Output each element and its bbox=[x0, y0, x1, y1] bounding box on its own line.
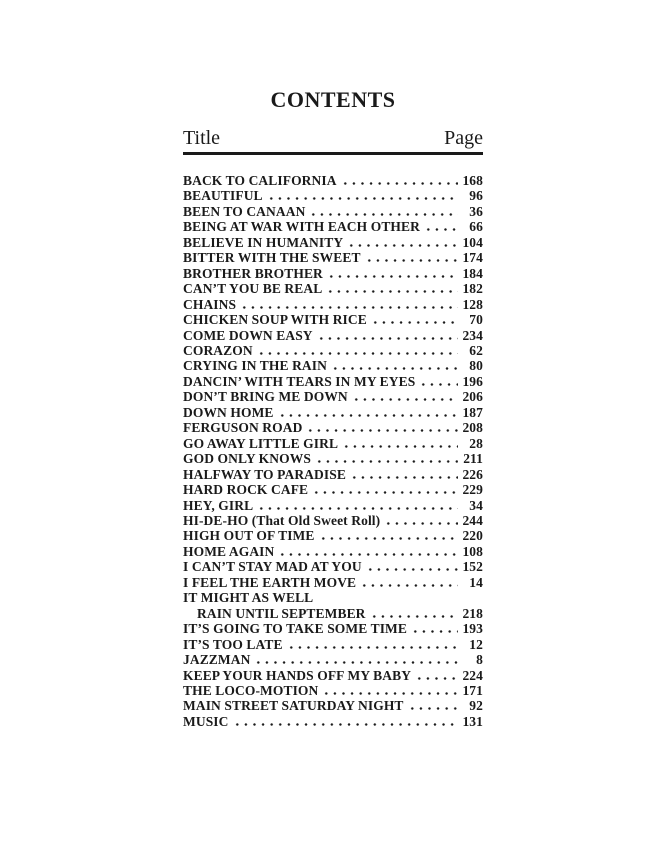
song-title: MAIN STREET SATURDAY NIGHT bbox=[183, 698, 404, 714]
song-title: CHICKEN SOUP WITH RICE bbox=[183, 312, 367, 328]
page-number: 66 bbox=[469, 219, 483, 235]
page-number: 234 bbox=[462, 327, 483, 343]
toc-entry bbox=[183, 544, 483, 559]
page-number: 193 bbox=[462, 621, 483, 637]
page-number: 218 bbox=[462, 605, 483, 621]
toc-entry bbox=[183, 281, 483, 296]
toc-entry bbox=[183, 606, 483, 621]
page-number: 184 bbox=[462, 265, 483, 281]
dot-leader bbox=[342, 445, 458, 448]
song-title: FERGUSON ROAD bbox=[183, 420, 303, 436]
dot-leader bbox=[317, 337, 458, 340]
dot-leader bbox=[326, 290, 458, 293]
toc-entry bbox=[183, 420, 483, 435]
toc-entry bbox=[183, 219, 483, 234]
dot-leader bbox=[350, 476, 458, 479]
dot-leader bbox=[347, 244, 458, 247]
page-number: 152 bbox=[462, 559, 483, 575]
song-title: GOD ONLY KNOWS bbox=[183, 451, 311, 467]
dot-leader bbox=[257, 507, 458, 510]
song-title: KEEP YOUR HANDS OFF MY BABY bbox=[183, 667, 412, 683]
toc-entry bbox=[183, 590, 483, 605]
toc-column-headers bbox=[183, 127, 483, 149]
song-title: RAIN UNTIL SEPTEMBER bbox=[197, 605, 366, 621]
toc-entry bbox=[183, 513, 483, 528]
dot-leader bbox=[278, 414, 458, 417]
page-number: 187 bbox=[462, 404, 483, 420]
page-number: 8 bbox=[476, 652, 483, 668]
column-header-title: Title bbox=[183, 127, 221, 149]
toc-entry bbox=[183, 312, 483, 327]
song-title: JAZZMAN bbox=[183, 652, 251, 668]
toc-entry bbox=[183, 235, 483, 250]
dot-leader bbox=[319, 537, 459, 540]
song-title: CHAINS bbox=[183, 296, 237, 312]
page-number: 96 bbox=[469, 188, 483, 204]
page-number: 92 bbox=[469, 698, 483, 714]
page-number: 229 bbox=[462, 482, 483, 498]
song-title: CORAZON bbox=[183, 342, 253, 358]
toc-entry bbox=[183, 173, 483, 188]
page-number: 224 bbox=[462, 667, 483, 683]
song-title: COME DOWN EASY bbox=[183, 327, 313, 343]
dot-leader bbox=[331, 367, 458, 370]
song-title: IT MIGHT AS WELL bbox=[183, 590, 314, 606]
toc-entry bbox=[183, 389, 483, 404]
song-title: I CAN’T STAY MAD AT YOU bbox=[183, 559, 362, 575]
dot-leader bbox=[411, 630, 458, 633]
dot-leader bbox=[287, 646, 458, 649]
page-number: 12 bbox=[469, 636, 483, 652]
page-number: 34 bbox=[469, 497, 483, 513]
song-title: BACK TO CALIFORNIA bbox=[183, 173, 337, 188]
toc-entry bbox=[183, 698, 483, 713]
dot-leader bbox=[352, 398, 458, 401]
dot-leader bbox=[384, 522, 458, 525]
page-number: 244 bbox=[462, 512, 483, 528]
dot-leader bbox=[309, 213, 458, 216]
song-title: HARD ROCK CAFE bbox=[183, 482, 309, 498]
toc-entry bbox=[183, 652, 483, 667]
song-title: BEEN TO CANAAN bbox=[183, 203, 306, 219]
toc-entry bbox=[183, 637, 483, 652]
header-rule bbox=[183, 152, 483, 155]
song-title: BEAUTIFUL bbox=[183, 188, 263, 204]
toc-entry bbox=[183, 436, 483, 451]
toc-entry bbox=[183, 250, 483, 265]
dot-leader bbox=[360, 584, 458, 587]
dot-leader bbox=[365, 259, 458, 262]
song-title: HEY, GIRL bbox=[183, 497, 254, 513]
song-title: CRYING IN THE RAIN bbox=[183, 358, 327, 374]
toc-entry bbox=[183, 343, 483, 358]
page-number: 171 bbox=[462, 682, 483, 698]
dot-leader bbox=[322, 692, 458, 695]
song-title: IT’S GOING TO TAKE SOME TIME bbox=[183, 621, 407, 637]
song-title: MUSIC bbox=[183, 713, 229, 729]
toc-entry bbox=[183, 451, 483, 466]
toc-entry bbox=[183, 358, 483, 373]
dot-leader bbox=[371, 321, 458, 324]
song-title: DON’T BRING ME DOWN bbox=[183, 389, 348, 405]
column-header-page: Page bbox=[444, 127, 483, 149]
page-number: 62 bbox=[469, 342, 483, 358]
page-number: 168 bbox=[462, 173, 483, 188]
page-number: 208 bbox=[462, 420, 483, 436]
song-title: BEING AT WAR WITH EACH OTHER bbox=[183, 219, 420, 235]
dot-leader bbox=[312, 491, 458, 494]
page-number: 36 bbox=[469, 203, 483, 219]
toc-entry bbox=[183, 498, 483, 513]
book-page bbox=[183, 0, 483, 729]
song-title: HOME AGAIN bbox=[183, 543, 275, 559]
page-number: 70 bbox=[469, 312, 483, 328]
toc-entry bbox=[183, 575, 483, 590]
page-number: 220 bbox=[462, 528, 483, 544]
page-number: 128 bbox=[462, 296, 483, 312]
dot-leader bbox=[327, 275, 458, 278]
toc-entry bbox=[183, 559, 483, 574]
toc-entry bbox=[183, 328, 483, 343]
toc-entry bbox=[183, 621, 483, 636]
dot-leader bbox=[306, 429, 458, 432]
song-title: DOWN HOME bbox=[183, 404, 274, 420]
dot-leader bbox=[424, 228, 458, 231]
toc-list bbox=[183, 173, 483, 729]
song-title: BROTHER BROTHER bbox=[183, 265, 323, 281]
toc-entry bbox=[183, 467, 483, 482]
toc-entry bbox=[183, 266, 483, 281]
toc-entry bbox=[183, 188, 483, 203]
page-number: 131 bbox=[462, 713, 483, 729]
dot-leader bbox=[419, 383, 458, 386]
toc-entry bbox=[183, 528, 483, 543]
page-number: 14 bbox=[469, 574, 483, 590]
toc-entry bbox=[183, 405, 483, 420]
dot-leader bbox=[257, 352, 458, 355]
song-title: I FEEL THE EARTH MOVE bbox=[183, 574, 357, 590]
dot-leader bbox=[370, 615, 458, 618]
page-number: 226 bbox=[462, 466, 483, 482]
toc-entry bbox=[183, 668, 483, 683]
song-title: DANCIN’ WITH TEARS IN MY EYES bbox=[183, 373, 416, 389]
song-title: HALFWAY TO PARADISE bbox=[183, 466, 346, 482]
page-number: 182 bbox=[462, 281, 483, 297]
toc-entry bbox=[183, 374, 483, 389]
dot-leader bbox=[278, 553, 458, 556]
song-title: THE LOCO-MOTION bbox=[183, 682, 319, 698]
dot-leader bbox=[317, 599, 458, 602]
dot-leader bbox=[240, 306, 458, 309]
dot-leader bbox=[366, 568, 458, 571]
page-number: 28 bbox=[469, 435, 483, 451]
toc-entry bbox=[183, 714, 483, 729]
dot-leader bbox=[267, 197, 458, 200]
dot-leader bbox=[408, 707, 458, 710]
page-number: 196 bbox=[462, 373, 483, 389]
dot-leader bbox=[233, 723, 458, 726]
dot-leader bbox=[341, 182, 458, 185]
song-title: HI-DE-HO (That Old Sweet Roll) bbox=[183, 512, 381, 528]
toc-entry bbox=[183, 482, 483, 497]
page-number: 108 bbox=[462, 543, 483, 559]
dot-leader bbox=[315, 460, 458, 463]
toc-entry bbox=[183, 683, 483, 698]
song-title: GO AWAY LITTLE GIRL bbox=[183, 435, 339, 451]
page-number: 206 bbox=[462, 389, 483, 405]
page-number: 104 bbox=[462, 234, 483, 250]
contents-heading: CONTENTS bbox=[270, 87, 396, 112]
page-number: 211 bbox=[463, 451, 483, 467]
dot-leader bbox=[415, 677, 458, 680]
song-title: CAN’T YOU BE REAL bbox=[183, 281, 323, 297]
toc-entry bbox=[183, 204, 483, 219]
song-title: IT’S TOO LATE bbox=[183, 636, 283, 652]
toc-entry bbox=[183, 297, 483, 312]
page-number: 174 bbox=[462, 250, 483, 266]
song-title: BITTER WITH THE SWEET bbox=[183, 250, 361, 266]
page-number: 80 bbox=[469, 358, 483, 374]
dot-leader bbox=[254, 661, 458, 664]
song-title: BELIEVE IN HUMANITY bbox=[183, 234, 344, 250]
song-title: HIGH OUT OF TIME bbox=[183, 528, 315, 544]
